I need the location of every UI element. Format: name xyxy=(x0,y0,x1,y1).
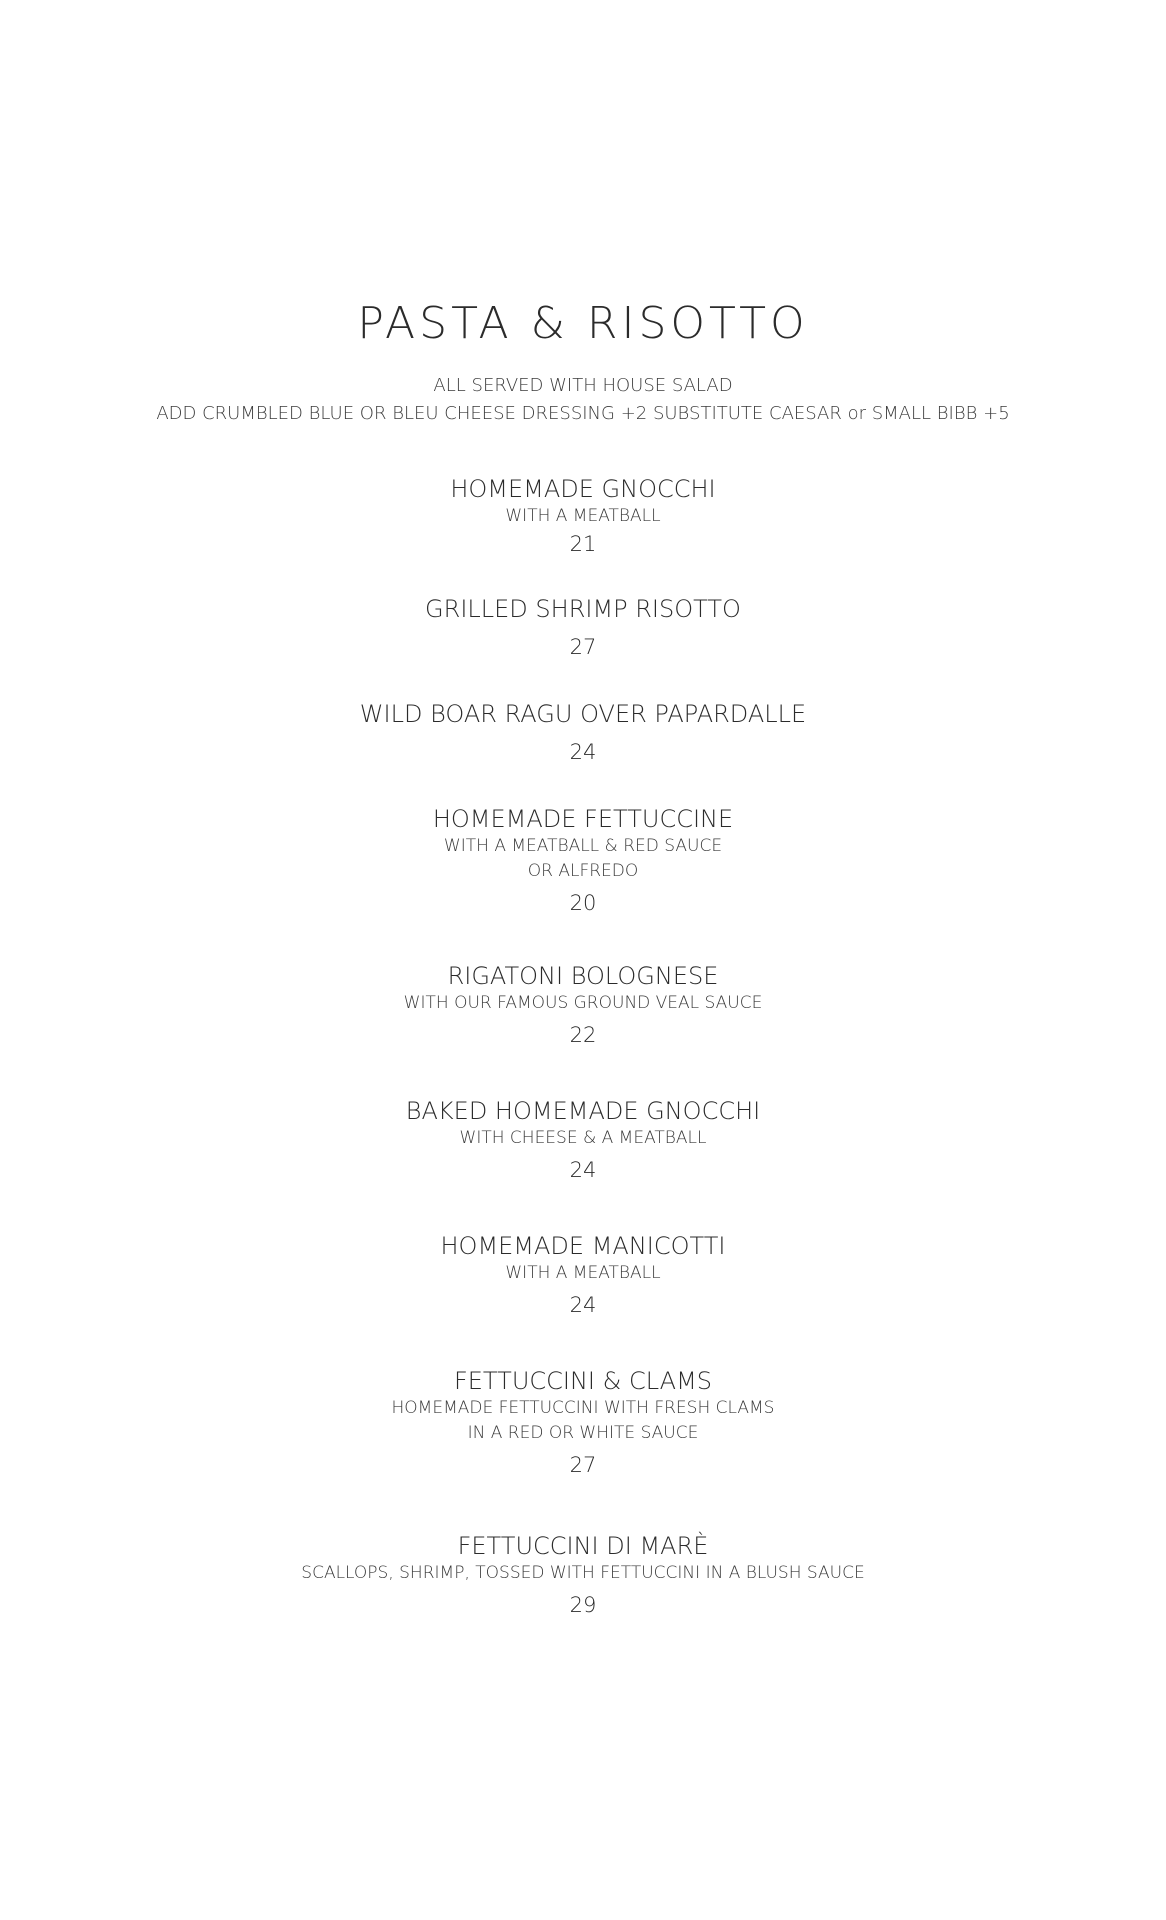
item-description: WITH A MEATBALL xyxy=(505,1263,661,1283)
item-price: 24 xyxy=(569,740,597,764)
item-price: 20 xyxy=(569,891,597,915)
item-description: HOMEMADE FETTUCCINI WITH FRESH CLAMS xyxy=(391,1398,775,1418)
item-name: WILD BOAR RAGU OVER PAPARDALLE xyxy=(359,700,807,728)
menu-item-grilled-shrimp-risotto xyxy=(0,594,1166,662)
item-price: 29 xyxy=(569,1593,597,1617)
menu-item-homemade-gnocchi xyxy=(0,474,1166,559)
item-price: 21 xyxy=(569,532,597,556)
menu-intro xyxy=(0,372,1166,428)
menu-item-homemade-fettuccine xyxy=(0,804,1166,918)
item-price: 24 xyxy=(569,1293,597,1317)
menu-item-baked-homemade-gnocchi xyxy=(0,1096,1166,1185)
item-price: 27 xyxy=(569,1453,597,1477)
intro-line-house-salad: ALL SERVED WITH HOUSE SALAD xyxy=(433,375,733,396)
item-name: BAKED HOMEMADE GNOCCHI xyxy=(405,1097,761,1125)
item-name: GRILLED SHRIMP RISOTTO xyxy=(425,595,741,623)
menu-item-rigatoni-bolognese xyxy=(0,961,1166,1050)
menu-item-wild-boar-ragu xyxy=(0,699,1166,767)
item-name: HOMEMADE GNOCCHI xyxy=(450,475,716,503)
intro-line-dressing-options: ADD CRUMBLED BLUE OR BLEU CHEESE DRESSING +2 SUBSTITUTE CAESAR or SMALL BIBB +5 xyxy=(156,403,1010,424)
menu-item-fettuccini-di-mare xyxy=(0,1531,1166,1620)
item-description: SCALLOPS, SHRIMP, TOSSED WITH FETTUCCINI IN A BLUSH SAUCE xyxy=(301,1563,865,1583)
item-name: HOMEMADE FETTUCCINE xyxy=(432,805,734,833)
item-description: WITH CHEESE & A MEATBALL xyxy=(459,1128,707,1148)
item-name: FETTUCCINI & CLAMS xyxy=(453,1367,713,1395)
item-price: 24 xyxy=(569,1158,597,1182)
menu-item-fettuccini-clams xyxy=(0,1366,1166,1480)
item-name: FETTUCCINI DI MARÈ xyxy=(457,1532,709,1560)
item-name: HOMEMADE MANICOTTI xyxy=(440,1232,726,1260)
menu-item-homemade-manicotti xyxy=(0,1231,1166,1320)
item-price: 22 xyxy=(569,1023,597,1047)
menu-title: PASTA & RISOTTO xyxy=(357,298,809,349)
item-description: WITH A MEATBALL xyxy=(505,506,661,526)
item-description-line-2: IN A RED OR WHITE SAUCE xyxy=(467,1423,699,1443)
item-price: 27 xyxy=(569,635,597,659)
item-name: RIGATONI BOLOGNESE xyxy=(447,962,719,990)
item-description: WITH OUR FAMOUS GROUND VEAL SAUCE xyxy=(403,993,763,1013)
item-description: WITH A MEATBALL & RED SAUCE xyxy=(443,836,723,856)
item-description-line-2: OR ALFREDO xyxy=(527,861,639,881)
